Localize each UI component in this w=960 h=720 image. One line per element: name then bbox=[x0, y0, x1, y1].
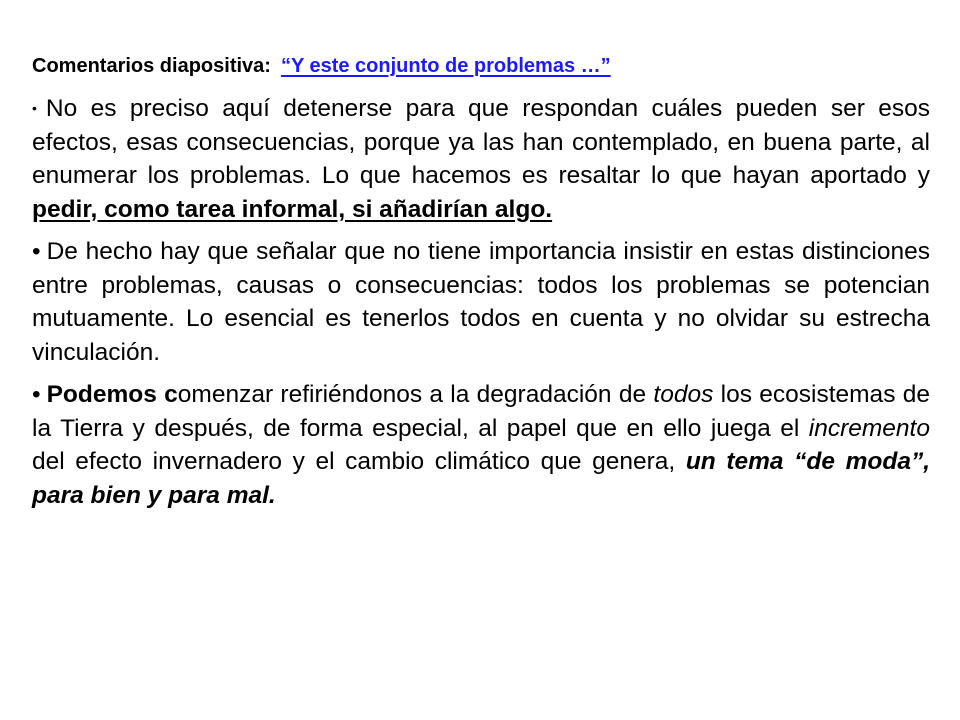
bullet-marker: • bbox=[32, 381, 41, 408]
slide-notes bbox=[32, 52, 930, 521]
paragraph-1-text: No es preciso aquí detenerse para que respondan cuáles pueden ser esos efectos, esas consecuencias, porque ya las han contemplado, en buena parte, al enumerar los problemas. Lo que hacemos es resaltar lo que hayan aportado y bbox=[32, 95, 930, 189]
paragraph-2 bbox=[32, 235, 930, 369]
paragraph-3-text-3: del efecto invernadero y el cambio climático que genera, bbox=[32, 448, 686, 475]
paragraph-3-italic-incremento: incremento bbox=[808, 414, 930, 442]
paragraph-3-bold-italic: un tema “de moda”, para bien y para mal. bbox=[32, 448, 931, 509]
header-label: Comentarios diapositiva: bbox=[32, 55, 271, 77]
paragraph-3-bold-start: Podemos c bbox=[46, 381, 178, 408]
header bbox=[32, 52, 930, 80]
slide-title-link[interactable]: “Y este conjunto de problemas …” bbox=[280, 55, 611, 77]
paragraph-2-text: De hecho hay que señalar que no tiene importancia insistir en estas distinciones entre problemas, causas o consecuencias: todos los problemas se potencian mutuamente. Lo esencial es tenerlos todos en cuenta y no olvidar su estrecha vinculación. bbox=[32, 238, 930, 366]
bullet-marker: • bbox=[32, 238, 41, 265]
bullet-marker: • bbox=[32, 100, 37, 116]
paragraph-3-italic-todos: todos bbox=[653, 381, 714, 408]
paragraph-1 bbox=[32, 92, 930, 226]
paragraph-3-text-1: omenzar refiriéndonos a la degradación de bbox=[177, 381, 654, 408]
paragraph-1-emphasis: pedir, como tarea informal, si añadirían algo. bbox=[32, 195, 553, 223]
paragraph-3-text-2: los ecosistemas de la Tierra y después, de forma especial, al papel que en ello juega el bbox=[32, 381, 930, 442]
paragraph-3 bbox=[32, 378, 930, 512]
